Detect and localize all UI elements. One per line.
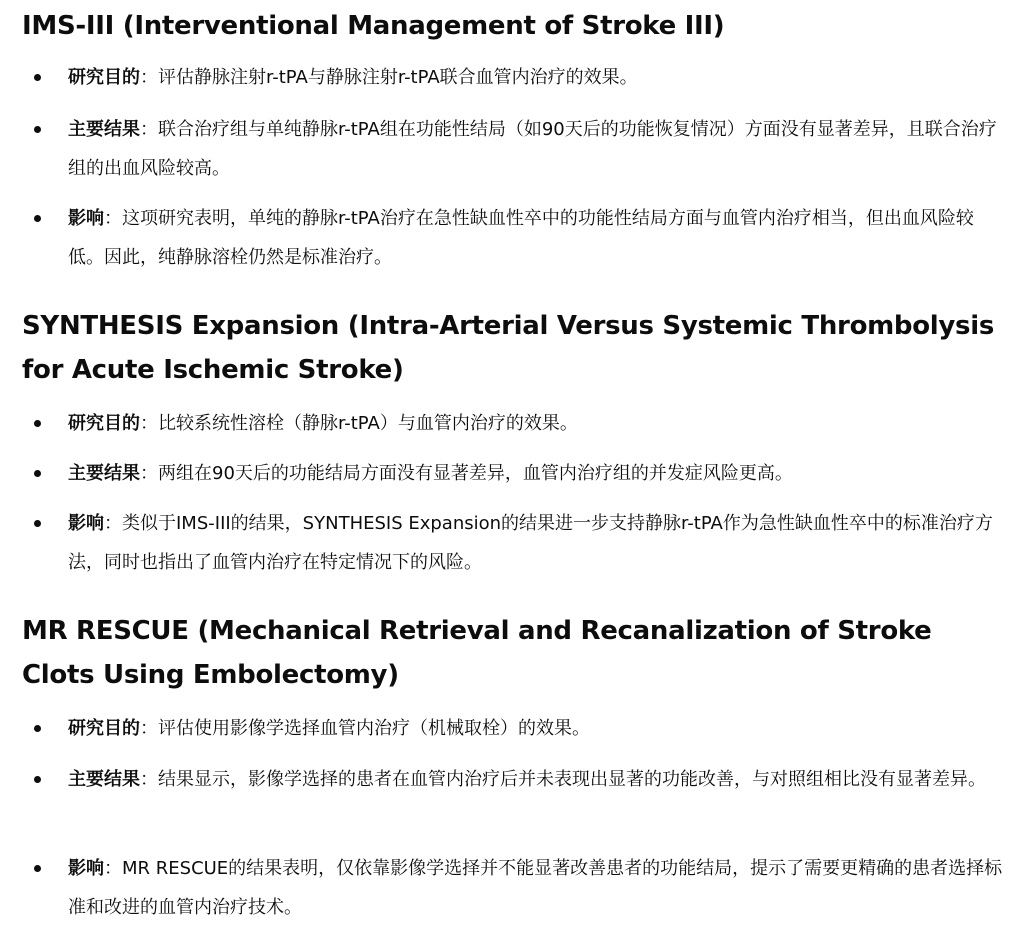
item-text: MR RESCUE的结果表明，仅依靠影像学选择并不能显著改善患者的功能结局，提示了需要更精确的患者选择标准和改进的血管内治疗技术。 bbox=[68, 858, 1003, 918]
bullet-icon bbox=[34, 126, 41, 133]
item-text: 联合治疗组与单纯静脉r-tPA组在功能性结局（如90天后的功能恢复情况）方面没有显著差异，且联合治疗组的出血风险较高。 bbox=[68, 119, 997, 179]
item-label: 研究目的 bbox=[68, 413, 140, 434]
item-label: 主要结果 bbox=[68, 119, 140, 140]
item-separator: ： bbox=[140, 463, 158, 484]
bullet-icon bbox=[34, 865, 41, 872]
bullet-icon bbox=[34, 420, 41, 427]
bullet-icon bbox=[34, 470, 41, 477]
bullet-icon bbox=[34, 215, 41, 222]
item-text: 评估静脉注射r-tPA与静脉注射r-tPA联合血管内治疗的效果。 bbox=[158, 67, 638, 88]
bullet-icon bbox=[34, 74, 41, 81]
bullet-icon bbox=[34, 776, 41, 783]
item-separator: ： bbox=[104, 208, 122, 229]
section-title: SYNTHESIS Expansion (Intra-Arterial Versus Systemic Thrombolysis for Acute Ischemic Stroke) bbox=[22, 311, 995, 385]
item-text: 结果显示，影像学选择的患者在血管内治疗后并未表现出显著的功能改善，与对照组相比没有显著差异。 bbox=[158, 769, 986, 790]
item-text: 比较系统性溶栓（静脉r-tPA）与血管内治疗的效果。 bbox=[158, 413, 578, 434]
item-separator: ： bbox=[140, 718, 158, 739]
item-text: 两组在90天后的功能结局方面没有显著差异，血管内治疗组的并发症风险更高。 bbox=[158, 463, 793, 484]
item-separator: ： bbox=[140, 769, 158, 790]
bullet-icon bbox=[34, 725, 41, 732]
item-label: 影响 bbox=[68, 513, 104, 534]
item-label: 影响 bbox=[68, 858, 104, 879]
item-label: 主要结果 bbox=[68, 463, 140, 484]
item-separator: ： bbox=[104, 513, 122, 534]
item-label: 研究目的 bbox=[68, 67, 140, 88]
section-title: MR RESCUE (Mechanical Retrieval and Recanalization of Stroke Clots Using Embolectomy) bbox=[22, 616, 932, 690]
item-label: 主要结果 bbox=[68, 769, 140, 790]
item-text: 这项研究表明，单纯的静脉r-tPA治疗在急性缺血性卒中的功能性结局方面与血管内治疗相当，但出血风险较低。因此，纯静脉溶栓仍然是标准治疗。 bbox=[68, 208, 974, 268]
item-separator: ： bbox=[140, 413, 158, 434]
item-separator: ： bbox=[104, 858, 122, 879]
section-title: IMS-III (Interventional Management of Stroke III) bbox=[22, 11, 725, 41]
item-text: 评估使用影像学选择血管内治疗（机械取栓）的效果。 bbox=[158, 718, 590, 739]
bullet-icon bbox=[34, 520, 41, 527]
item-label: 影响 bbox=[68, 208, 104, 229]
item-separator: ： bbox=[140, 119, 158, 140]
item-separator: ： bbox=[140, 67, 158, 88]
item-label: 研究目的 bbox=[68, 718, 140, 739]
item-text: 类似于IMS-III的结果，SYNTHESIS Expansion的结果进一步支持静脉r-tPA作为急性缺血性卒中的标准治疗方法，同时也指出了血管内治疗在特定情况下的风险。 bbox=[68, 513, 993, 573]
